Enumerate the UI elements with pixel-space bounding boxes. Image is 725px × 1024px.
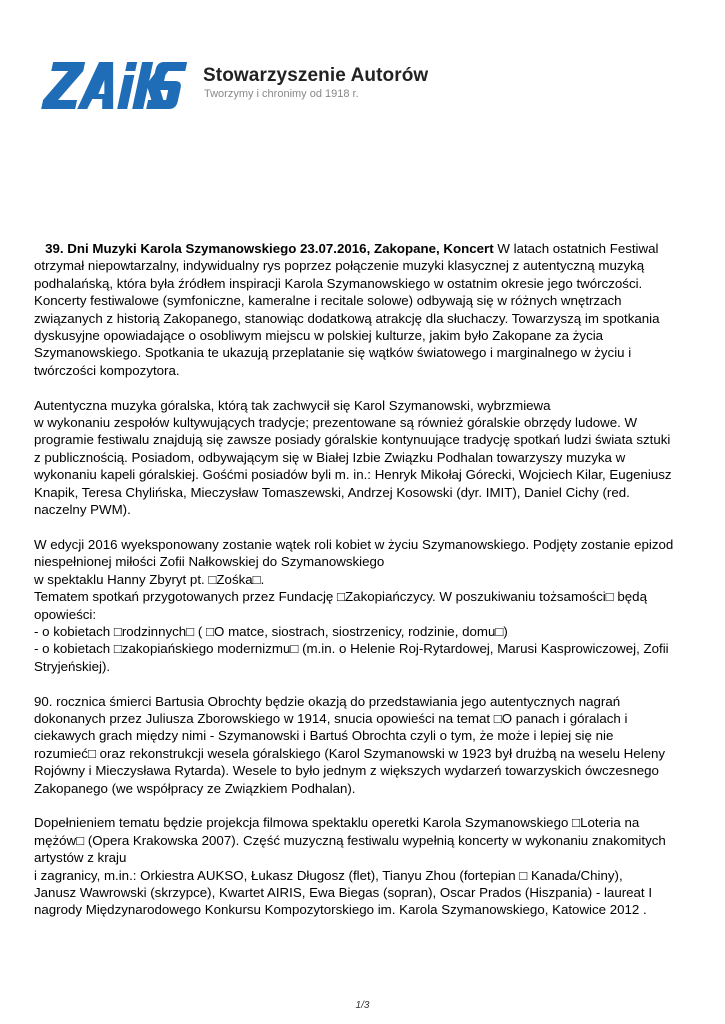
- text-line: ciekawych grach między nimi - Szymanowski i Bartuś Obrochta czyli o tym, że może i lepiej się nie: [34, 728, 614, 744]
- text-line: podhalańską, która była źródłem inspiracji Karola Szymanowskiego w ostatnim okresie jego twórczości.: [34, 275, 643, 291]
- text-line: opowieści:: [34, 606, 97, 622]
- text-line: Stryjeńskiej).: [34, 658, 111, 674]
- text-line: w wykonaniu zespołów kultywujących tradycje; prezentowane są również góralskie obrzędy ludowe. W: [34, 415, 638, 431]
- text-line: w spektaklu Hanny Zbyryt pt. □Zośka□.: [34, 571, 265, 587]
- text-line: artystów z kraju: [34, 850, 127, 866]
- text-line: - o kobietach □rodzinnych□ ( □O matce, siostrach, siostrzenicy, rodzinie, domu□): [34, 623, 508, 639]
- text-line: Dopełnieniem tematu będzie projekcja filmowa spektaklu operetki Karola Szymanowskiego □Loteria na: [34, 815, 640, 831]
- text-line: mężów□ (Opera Krakowska 2007). Część muzyczną festiwalu wypełnią koncerty w wykonaniu znakomitych: [34, 832, 666, 848]
- org-name: Stowarzyszenie Autorów: [203, 65, 429, 86]
- article-title: 39. Dni Muzyki Karola Szymanowskiego 23.07.2016, Zakopane, Koncert: [45, 241, 494, 256]
- text-line: i zagranicy, m.in.: Orkiestra AUKSO, Łukasz Długosz (flet), Tianyu Zhou (fortepian □ Kanada/Chiny),: [34, 867, 623, 883]
- zaiks-logo: [40, 58, 190, 114]
- paragraph-performers: [34, 814, 694, 918]
- text-line: z publicznością. Posiadom, odbywającym się w Białej Izbie Związku Podhalan towarzyszy muzyka w: [34, 449, 626, 465]
- text-line: nagrody Międzynarodowego Konkursu Kompozytorskiego im. Karola Szymanowskiego, Katowice 2012 .: [34, 902, 647, 918]
- text-line: twórczości kompozytora.: [34, 362, 180, 378]
- text-line: Szymanowskiego. Spotkania te ukazują przeplatanie się wątków światowego i marginalnego w życiu i: [34, 345, 632, 361]
- paragraph-highland-music: [34, 397, 694, 519]
- text-line: dokonanych przez Juliusza Zborowskiego w 1914, snucia opowieści na temat □O panach i góralach i: [34, 710, 628, 726]
- text-line: 90. rocznica śmierci Bartusia Obrochty będzie okazją do przedstawiania jego autentycznych nagrań: [34, 693, 621, 709]
- text-line: 39. Dni Muzyki Karola Szymanowskiego 23.07.2016, Zakopane, Koncert W latach ostatnich Festiwal: [45, 241, 659, 256]
- paragraph-festival-intro: [34, 240, 694, 379]
- text-line: Knapik, Teresa Chylińska, Mieczysław Tomaszewski, Andrzej Kosowski (dyr. IMIT), Daniel Cichy (red.: [34, 484, 630, 500]
- text-line: związanych z historią Zakopanego, stanowiąc dodatkową atrakcję dla słuchaczy. Towarzyszą im spotkania: [34, 310, 660, 326]
- text-line: W edycji 2016 wyeksponowany zostanie wątek roli kobiet w życiu Szymanowskiego. Podjęty zostanie epizod: [34, 536, 674, 552]
- article-body: [34, 240, 694, 936]
- page-number: 1/3: [355, 1000, 370, 1011]
- org-tagline: Tworzymy i chronimy od 1918 r.: [204, 88, 359, 100]
- text-line: - o kobietach □zakopiańskiego modernizmu□ (m.in. o Helenie Roj-Rytardowej, Marusi Kasprowiczowej, Zofii: [34, 641, 669, 657]
- text-line: Zakopanego (we współpracy ze Związkiem Podhalan).: [34, 780, 356, 796]
- text-line: Koncerty festiwalowe (symfoniczne, kameralne i recitale solowe) odbywają się w różnych wnętrzach: [34, 293, 622, 309]
- text-line: naczelny PWM).: [34, 502, 131, 518]
- text-line: Autentyczna muzyka góralska, którą tak zachwycił się Karol Szymanowski, wybrzmiewa: [34, 397, 551, 413]
- text-line: rozumieć□ oraz rekonstrukcji wesela góralskiego (Karol Szymanowski w 1923 był drużbą na weselu Heleny: [34, 745, 666, 761]
- text-line: programie festiwalu znajdują się zawsze posiady góralskie kontynuujące tradycję spotkań ludzi świata sztuki: [34, 432, 671, 448]
- text-line: otrzymał niepowtarzalny, indywidualny rys poprzez połączenie muzyki klasycznej z autentyczną muzyką: [34, 258, 645, 274]
- paragraph-women-theme: [34, 536, 694, 675]
- text-line: Tematem spotkań przygotowanych przez Fundację □Zakopiańczycy. W poszukiwaniu tożsamości□ będą: [34, 589, 647, 605]
- header: [40, 55, 460, 115]
- text-line: wykonaniu kapeli góralskiej. Gośćmi posiadów byli m. in.: Henryk Mikołaj Górecki, Wojciech Kilar, Eugeniusz: [34, 467, 672, 483]
- text-line: Rojówny i Mieczysława Rytarda). Wesele to było jednym z większych wydarzeń towarzyskich ówczesnego: [34, 763, 659, 779]
- text-line: niespełnionej miłości Zofii Nałkowskiej do Szymanowskiego: [34, 554, 385, 570]
- text-line: dyskusyjne opowiadające o osobliwym miejscu w polskiej kulturze, jakim było Zakopane za życia: [34, 328, 604, 344]
- text-line: Janusz Wawrowski (skrzypce), Kwartet AIRIS, Ewa Biegas (sopran), Oscar Prados (Hiszpania) - laureat I: [34, 884, 653, 900]
- paragraph-obrochta-anniversary: [34, 693, 694, 797]
